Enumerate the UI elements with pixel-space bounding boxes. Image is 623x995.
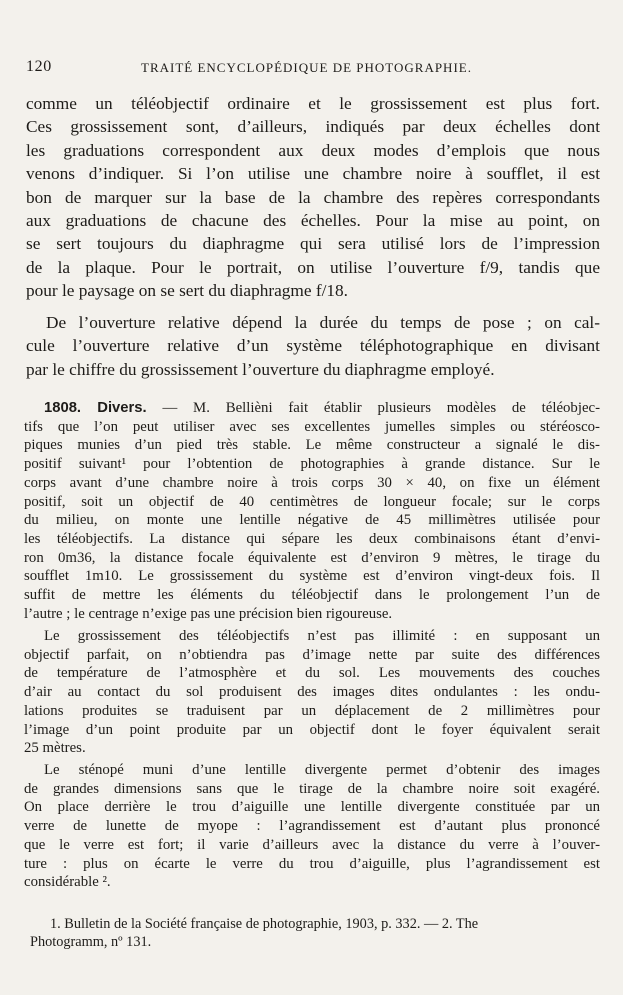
text-line: les téléobjectifs. La distance qui sépare les deux combinaisons étant d’envi-	[24, 530, 600, 547]
text-line: Le sténopé muni d’une lentille divergente permet d’obtenir des images	[44, 762, 600, 778]
paragraph-pinhole-lens	[24, 761, 600, 892]
paragraph-relative-aperture	[26, 311, 600, 381]
text-line: de grandes dimensions sans que le tirage de la chambre noire soit exagéré.	[24, 780, 600, 797]
text-line: venons d’indiquer. Si l’on utilise une chambre noire à soufflet, il est	[26, 164, 600, 184]
text-line: cule l’ouverture relative d’un système téléphotographique en divisant	[26, 336, 600, 356]
text-line: par le chiffre du grossissement l’ouverture du diaphragme employé.	[26, 359, 495, 379]
paragraph-lens-scales	[26, 92, 600, 303]
section-1808-divers	[24, 399, 600, 623]
text-line: ron 0m36, la distance focale équivalente est d’environ 9 mètres, le tirage du	[24, 549, 600, 566]
text-line: l’image d’un point produite par un objectif dont le foyer équivalent serait	[24, 721, 600, 738]
text-line: On place derrière le trou d’aiguille une lentille divergente constituée par un	[24, 799, 600, 816]
text-line: positif, soit un objectif de 40 centimètres de longueur focale; sur le corps	[24, 493, 600, 510]
text-line: Le grossissement des téléobjectifs n’est pas illimité : en supposant un	[44, 628, 600, 644]
text-line: corps avant d’une chambre noire à trois corps 30 × 40, on fixe un élément	[24, 474, 600, 491]
text-line: pour le paysage on se sert du diaphragme f/18.	[26, 281, 349, 301]
text-line: de la plaque. Pour le portrait, on utilise l’ouverture f/9, tandis que	[26, 257, 600, 277]
page-number: 120	[26, 58, 52, 75]
text-line: d’air au contact du sol produisent des images dites ondulantes : les ondu-	[24, 684, 600, 701]
text-fragment: — M. Bellièni fait établir plusieurs modèles de téléobjec-	[162, 400, 601, 416]
text-line: lations produites se traduisent par un déplacement de 2 millimètres pour	[24, 702, 600, 719]
text-line: Ces grossissement sont, d’ailleurs, indiqués par deux échelles dont	[26, 117, 600, 137]
footnotes	[30, 915, 598, 951]
running-title: TRAITÉ ENCYCLOPÉDIQUE DE PHOTOGRAPHIE.	[141, 60, 472, 75]
text-line: suffit de mettre les éléments du téléobjectif dans le prolongement l’un de	[24, 587, 600, 604]
text-line: De l’ouverture relative dépend la durée du temps de pose ; on cal-	[46, 313, 600, 332]
text-line: se sert toujours du diaphragme qui sera utilisé lors de l’impression	[26, 234, 600, 254]
running-header	[26, 58, 599, 80]
text-line: piques munies d’un pied très stable. Le même constructeur a signalé le dis-	[24, 437, 600, 454]
text-line: soufflet 1m10. Le grossissement du système est d’environ vingt-deux fois. Il	[24, 568, 600, 585]
section-heading: 1808. Divers.	[44, 400, 147, 416]
paragraph-magnification-limits	[24, 627, 600, 758]
text-line: verre de lunette de myope : l’agrandissement est d’autant plus prononcé	[24, 818, 600, 835]
text-line: l’autre ; le centrage n’exige pas une précision bien rigoureuse.	[24, 605, 393, 622]
text-line: objectif parfait, on n’obtiendra pas d’image nette par suite des différences	[24, 646, 600, 663]
text-line: du milieu, on monte une lentille négative de 45 millimètres utilisée pour	[24, 512, 600, 529]
footnote-line: 1. Bulletin de la Société française de photographie, 1903, p. 332. — 2. The	[50, 916, 479, 932]
text-line	[24, 399, 600, 418]
text-line: considérable ².	[24, 874, 111, 891]
text-line: bon de marquer sur la base de la chambre des repères correspondants	[26, 187, 600, 207]
footnote-line: Photogramm, nº 131.	[30, 934, 152, 950]
text-line: comme un téléobjectif ordinaire et le grossissement est plus fort.	[26, 94, 600, 113]
text-line: ture : plus on écarte le verre du trou d’aiguille, plus l’agrandissement est	[24, 855, 600, 872]
text-line: positif suivant¹ pour l’obtention de photographies à grande distance. Sur le	[24, 456, 600, 473]
text-line: de température de l’atmosphère et du sol. Les mouvements des couches	[24, 665, 600, 682]
text-line: 25 mètres.	[24, 740, 86, 757]
text-line: tifs que l’on peut utiliser avec ses excellentes jumelles simples ou stéréosco-	[24, 418, 600, 435]
text-line: que le verre est fort; il varie d’ailleurs avec la distance du verre à l’ouver-	[24, 836, 600, 853]
text-line: aux graduations de chacune des échelles. Pour la mise au point, on	[26, 211, 600, 231]
text-line: les graduations correspondent aux deux modes d’emplois que nous	[26, 140, 600, 160]
